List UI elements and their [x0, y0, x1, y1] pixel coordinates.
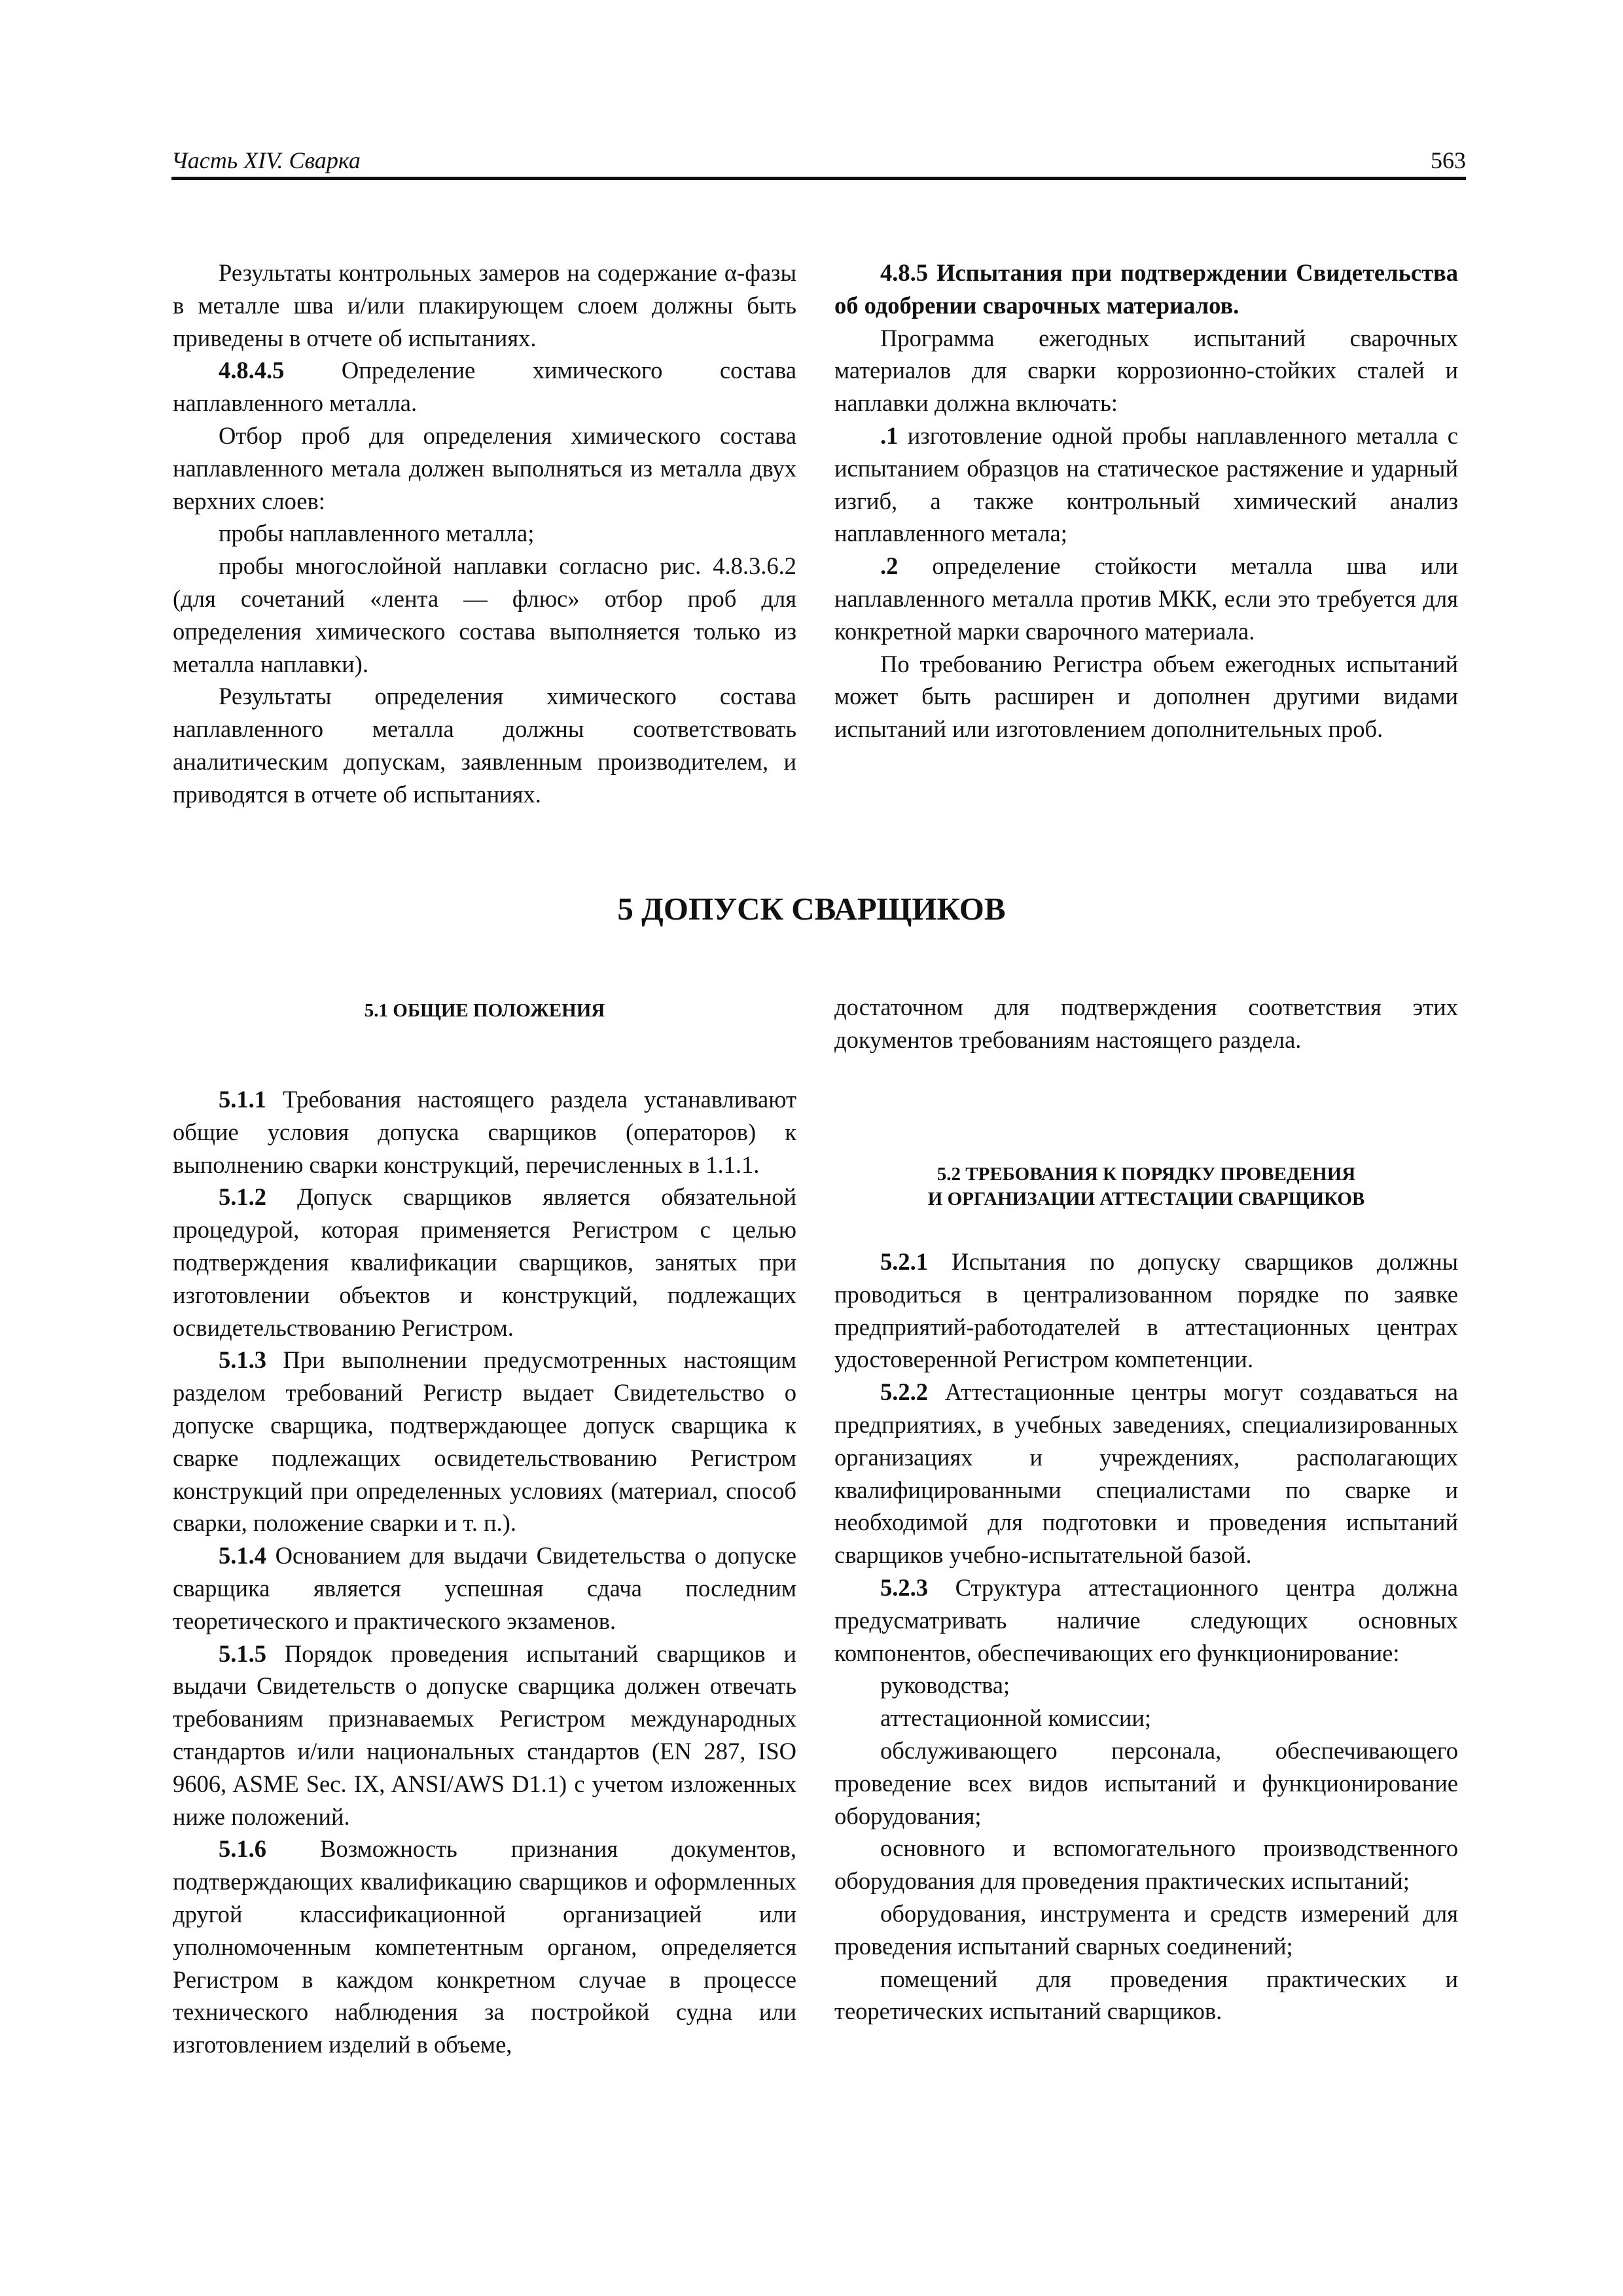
- paragraph: [834, 257, 1458, 322]
- paragraph-text: Требования настоящего раздела устанавливают общие условия допуска сварщиков (операторов) к выполнению сварки конструкций, перечисленных в 1.1.1.: [173, 1086, 796, 1178]
- paragraph-text: пробы наплавленного металла;: [219, 520, 535, 547]
- paragraph-text: Допуск сварщиков является обязательной процедурой, которая применяется Регистром с целью подтверждения квалификации сварщиков, занятых при изготовлении объектов и конструкций, подлежащих освидетельствованию Регистром.: [173, 1183, 796, 1341]
- paragraph: [834, 1963, 1458, 2028]
- paragraph: [834, 1702, 1458, 1734]
- running-title: Часть XIV. Сварка: [171, 147, 361, 173]
- paragraph: [834, 1246, 1458, 1376]
- paragraph: [834, 1832, 1458, 1897]
- paragraph: [173, 1181, 796, 1344]
- paragraph-text: обслуживающего персонала, обеспечивающего проведение всех видов испытаний и функционирование оборудования;: [834, 1736, 1458, 1829]
- paragraph-text: Отбор проб для определения химического состава наплавленного метала должен выполняться из металла двух верхних слоев:: [173, 422, 796, 514]
- paragraph-number: 5.2.3: [880, 1573, 928, 1601]
- paragraph: [834, 1897, 1458, 1963]
- paragraph-number: .1: [880, 422, 899, 449]
- paragraph: [173, 257, 796, 354]
- paragraph-text: Основанием для выдачи Свидетельства о допуске сварщика является успешная сдача последним теоретического и практического экзаменов.: [173, 1542, 796, 1634]
- paragraph: [834, 1571, 1458, 1669]
- paragraph-text: Аттестационные центры могут создаваться на предприятиях, в учебных заведениях, специализированных организациях и учреждениях, располагающих квалифицированными специалистами по сварке и необходимой для подготовки и проведения испытаний сварщиков учебно-испытательной базой.: [834, 1378, 1458, 1569]
- paragraph-number: 4.8.5 Испытания при подтверждении Свидетельства об одобрении сварочных материалов.: [834, 259, 1458, 319]
- paragraph: [173, 1344, 796, 1539]
- paragraph-number: .2: [880, 552, 899, 580]
- paragraph: [834, 1669, 1458, 1702]
- paragraph: [834, 1734, 1458, 1832]
- section-5-2-heading-line-1: 5.2 ТРЕБОВАНИЯ К ПОРЯДКУ ПРОВЕДЕНИЯ: [936, 1164, 1356, 1185]
- paragraph-number: 4.8.4.5: [219, 357, 285, 384]
- paragraph-text: Возможность признания документов, подтверждающих квалификацию сварщиков и оформленных другой классификационной организацией или уполномоченным компетентным органом, определяется Регистром в каждом конкретном случае в процессе технического наблюдения за постройкой судна или изготовлением изделий в объеме,: [173, 1835, 796, 2058]
- page-number: 563: [1431, 147, 1466, 173]
- paragraph-text: По требованию Регистра объем ежегодных испытаний может быть расширен и дополнен другими видами испытаний или изготовлением дополнительных проб.: [834, 650, 1458, 743]
- paragraph: [834, 648, 1458, 745]
- continuation-paragraph: достаточном для подтверждения соответствия этих документов требованиям настоящего раздела.: [834, 994, 1458, 1053]
- paragraph: [173, 550, 796, 680]
- left-column-top: [173, 257, 796, 811]
- paragraph: [173, 1083, 796, 1181]
- paragraph: [173, 1539, 796, 1637]
- paragraph: [173, 420, 796, 517]
- right-column-continuation: [834, 991, 1458, 1056]
- paragraph-text: Программа ежегодных испытаний сварочных материалов для сварки коррозионно-стойких сталей и наплавки должна включать:: [834, 324, 1458, 417]
- paragraph-text: Испытания по допуску сварщиков должны проводиться в централизованном порядке по заявке предприятий-работодателей в аттестационных центрах удостоверенной Регистром компетенции.: [834, 1248, 1458, 1373]
- paragraph-text: оборудования, инструмента и средств измерений для проведения испытаний сварных соединений;: [834, 1899, 1458, 1960]
- paragraph-number: 5.1.5: [219, 1640, 266, 1667]
- paragraph: [173, 1638, 796, 1833]
- paragraph-text: Порядок проведения испытаний сварщиков и выдачи Свидетельств о допуске сварщика должен отвечать требованиям признаваемых Регистром международных стандартов и/или национальных стандартов (EN 287, ISO 9606, ASME Sec. IX, ANSI/AWS D1.1) с учетом изложенных ниже положений.: [173, 1640, 796, 1830]
- paragraph: [173, 354, 796, 420]
- right-column-bottom: [834, 1246, 1458, 2028]
- paragraph-text: Определение химического состава наплавленного металла.: [173, 357, 796, 417]
- paragraph: [834, 420, 1458, 550]
- right-column-top: [834, 257, 1458, 745]
- paragraph-text: пробы многослойной наплавки согласно рис. 4.8.3.6.2 (для сочетаний «лента — флюс» отбор проб для определения химического состава выполняется только из металла наплавки).: [173, 552, 796, 677]
- paragraph-number: 5.1.2: [219, 1183, 266, 1211]
- paragraph: [173, 517, 796, 550]
- paragraph: [173, 1833, 796, 2061]
- paragraph-number: 5.1.6: [219, 1835, 266, 1863]
- paragraph-text: помещений для проведения практических и теоретических испытаний сварщиков.: [834, 1965, 1458, 2025]
- paragraph-text: основного и вспомогательного производственного оборудования для проведения практических испытаний;: [834, 1835, 1458, 1895]
- paragraph-number: 5.2.1: [880, 1248, 928, 1275]
- paragraph-text: руководства;: [880, 1672, 1010, 1699]
- paragraph: [834, 322, 1458, 420]
- paragraph-text: При выполнении предусмотренных настоящим разделом требований Регистр выдает Свидетельство о допуске сварщика, подтверждающее допуск сварщика к сварке подлежащих освидетельствованию Регистром конструкций при определенных условиях (материал, способ сварки, положение сварки и т. п.).: [173, 1346, 796, 1537]
- paragraph-text: Структура аттестационного центра должна предусматривать наличие следующих основных компонентов, обеспечивающих его функционирование:: [834, 1573, 1458, 1666]
- paragraph-number: 5.1.3: [219, 1346, 266, 1374]
- paragraph: [834, 550, 1458, 647]
- paragraph-number: 5.2.2: [880, 1378, 928, 1406]
- paragraph-number: 5.1.4: [219, 1542, 266, 1570]
- paragraph-text: Результаты определения химического состава наплавленного металла должны соответствовать аналитическим допускам, заявленным производителем, и приводятся в отчете об испытаниях.: [173, 683, 796, 808]
- paragraph-text: Результаты контрольных замеров на содержание α-фазы в металле шва и/или плакирующем слоем должны быть приведены в отчете об испытаниях.: [173, 259, 796, 351]
- paragraph-number: 5.1.1: [219, 1086, 266, 1113]
- chapter-title: 5 ДОПУСК СВАРЩИКОВ: [617, 891, 1006, 927]
- section-5-2-heading-line-2: И ОРГАНИЗАЦИИ АТТЕСТАЦИИ СВАРЩИКОВ: [927, 1189, 1365, 1210]
- paragraph-text: изготовление одной пробы наплавленного металла с испытанием образцов на статическое растяжение и ударный изгиб, а также контрольный химический анализ наплавленного метала;: [834, 422, 1458, 547]
- section-5-1-heading: 5.1 ОБЩИЕ ПОЛОЖЕНИЯ: [364, 1000, 605, 1021]
- left-column-bottom: [173, 1083, 796, 2061]
- section-5-2-heading: [834, 1162, 1458, 1211]
- page-header: [171, 144, 1466, 180]
- paragraph: [834, 1376, 1458, 1571]
- paragraph: [173, 680, 796, 810]
- paragraph-text: определение стойкости металла шва или наплавленного металла против МКК, если это требуется для конкретной марки сварочного материала.: [834, 552, 1458, 645]
- paragraph-text: аттестационной комиссии;: [880, 1704, 1152, 1732]
